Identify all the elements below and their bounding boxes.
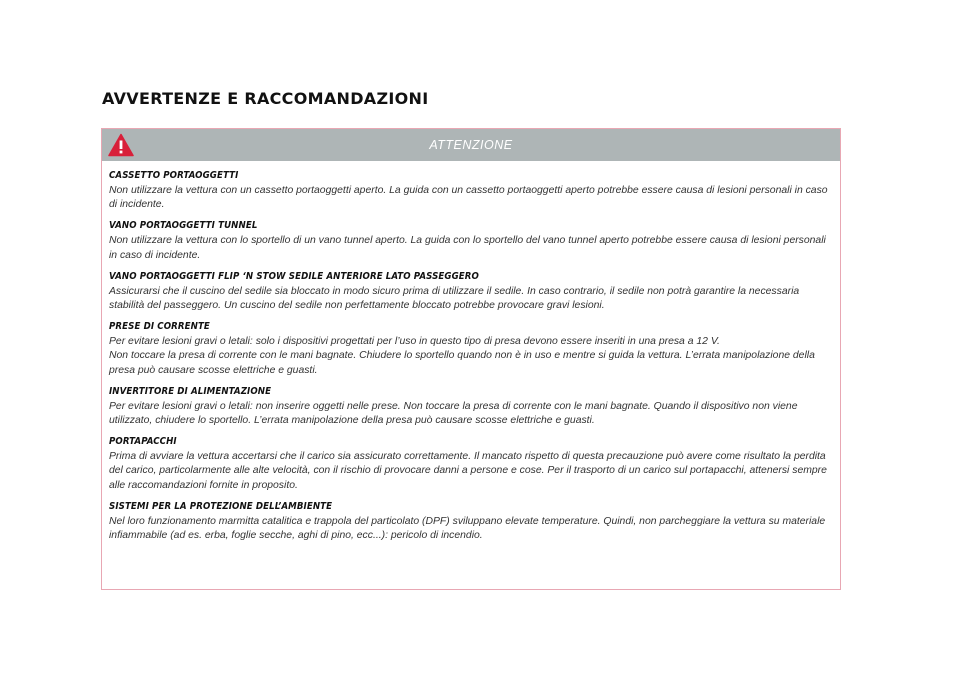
section-prese-corrente [109,321,830,378]
section-text: Per evitare lesioni gravi o letali: non inserire oggetti nelle prese. Non toccare la presa di corrente con le mani bagnate. Quando il dispositivo non viene utilizzato, chiudere lo sportello. L’errata manipolazione della presa può causare scosse elettriche e guasti. [109,400,798,427]
warning-body [109,170,830,551]
section-text: Non utilizzare la vettura con lo sportello di un vano tunnel aperto. La guida con lo sportello del vano tunnel aperto potrebbe essere causa di lesioni personali in caso di incidente. [109,235,826,261]
section-ambiente [109,501,830,543]
section-text: Non utilizzare la vettura con un cassetto portaoggetti aperto. La guida con un cassetto portaoggetti aperto potrebbe essere causa di lesioni personali in caso di incidente. [109,185,828,211]
section-title: PRESE DI CORRENTE [109,321,210,333]
warning-title: ATTENZIONE [429,138,513,152]
section-text: Prima di avviare la vettura accertarsi che il carico sia assicurato correttamente. Il mancato rispetto di questa precauzione può avere come risultato la perdita del carico, particolarmente alle alte velocità, con il rischio di provocare danni a persone e cose. Per il trasporto di un carico sul portapacchi, attenersi sempre alle raccomandazioni fornite in proposito. [109,451,827,491]
section-title: SISTEMI PER LA PROTEZIONE DELL’AMBIENTE [109,500,333,512]
section-title: VANO PORTAOGGETTI TUNNEL [109,220,258,232]
warning-triangle-icon [108,133,134,157]
section-cassetto [109,170,830,212]
warning-header [102,129,840,161]
section-vano-tunnel [109,220,830,262]
section-invertitore [109,386,830,428]
page-title: AVVERTENZE E RACCOMANDAZIONI [102,89,429,108]
section-text: Nel loro funzionamento marmitta catalitica e trappola del particolato (DPF) sviluppano elevate temperature. Quindi, non parcheggiare la vettura su materiale infiammabile (ad es. erba, foglie secche, aghi di pino, ecc...): pericolo di incendio. [109,515,826,542]
section-text: Assicurarsi che il cuscino del sedile sia bloccato in modo sicuro prima di utilizzare il sedile. In caso contrario, il sedile non potrà garantire la necessaria stabilità del passeggero. Un cuscino del sedile non perfettamente bloccato potrebbe provocare gravi lesioni. [109,285,800,312]
section-text: Per evitare lesioni gravi o letali: solo i dispositivi progettati per l’uso in questo tipo di presa devono essere inseriti in una presa a 12 V. [109,336,720,348]
section-title: PORTAPACCHI [109,436,177,448]
section-flip-n-stow [109,271,830,313]
section-portapacchi [109,436,830,493]
section-title: INVERTITORE DI ALIMENTAZIONE [109,385,272,397]
section-title: VANO PORTAOGGETTI FLIP ‘N STOW SEDILE ANTERIORE LATO PASSEGGERO [109,270,479,282]
section-title: CASSETTO PORTAOGGETTI [109,170,239,181]
warning-box [101,128,841,590]
section-text: Non toccare la presa di corrente con le mani bagnate. Chiudere lo sportello quando non è in uso e mentre si guida la vettura. L’errata manipolazione della presa può causare scosse elettriche e guasti. [109,350,815,376]
